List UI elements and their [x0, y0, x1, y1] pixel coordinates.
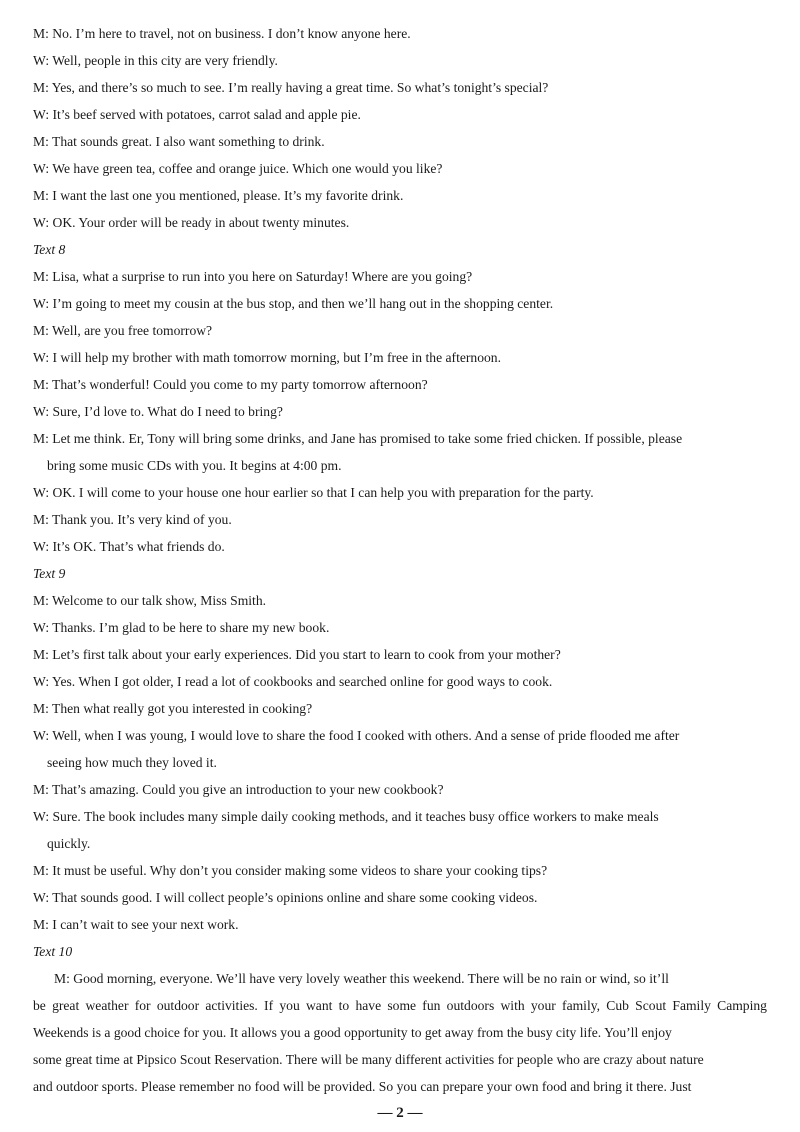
dialogue-line: M: No. I’m here to travel, not on business. I don’t know anyone here.	[33, 26, 411, 41]
dialogue-line: M: Let’s first talk about your early experiences. Did you start to learn to cook from your mother?	[33, 647, 561, 662]
dialogue-line: W: It’s OK. That’s what friends do.	[33, 539, 225, 554]
dialogue-line: W: Thanks. I’m glad to be here to share my new book.	[33, 620, 330, 635]
dialogue-line: W: Well, people in this city are very friendly.	[33, 53, 278, 68]
transcript-body	[33, 20, 767, 1100]
dialogue-line: W: I will help my brother with math tomorrow morning, but I’m free in the afternoon.	[33, 350, 501, 365]
monologue-line: M: Good morning, everyone. We’ll have very lovely weather this weekend. There will be no rain or wind, so it’ll	[54, 971, 669, 986]
dialogue-line: W: Sure, I’d love to. What do I need to bring?	[33, 404, 283, 419]
dialogue-line: M: Well, are you free tomorrow?	[33, 323, 213, 338]
dialogue-line: M: Let me think. Er, Tony will bring some drinks, and Jane has promised to take some fried chicken. If possible, please	[33, 431, 683, 446]
dialogue-line: W: OK. I will come to your house one hour earlier so that I can help you with preparation for the party.	[33, 485, 594, 500]
dialogue-line: W: Well, when I was young, I would love to share the food I cooked with others. And a sense of pride flooded me after	[33, 728, 680, 743]
section-label: Text 8	[33, 242, 66, 257]
dialogue-line: W: That sounds good. I will collect people’s opinions online and share some cooking videos.	[33, 890, 538, 905]
monologue-line: and outdoor sports. Please remember no food will be provided. So you can prepare your own food and bring it there. Just	[33, 1079, 692, 1094]
dialogue-line: W: We have green tea, coffee and orange juice. Which one would you like?	[33, 161, 443, 176]
monologue-line: be great weather for outdoor activities. If you want to have some fun outdoors with your family, Cub Scout Family Camping	[33, 998, 767, 1013]
section-label: Text 9	[33, 566, 66, 581]
section-label: Text 10	[33, 944, 73, 959]
dialogue-line: M: That’s wonderful! Could you come to my party tomorrow afternoon?	[33, 377, 428, 392]
dialogue-line: M: I want the last one you mentioned, please. It’s my favorite drink.	[33, 188, 404, 203]
dialogue-line: M: Thank you. It’s very kind of you.	[33, 512, 232, 527]
dialogue-line-continuation: quickly.	[47, 836, 91, 851]
monologue-line: Weekends is a good choice for you. It allows you a good opportunity to get away from the busy city life. You’ll enjoy	[33, 1025, 672, 1040]
dialogue-line: M: Welcome to our talk show, Miss Smith.	[33, 593, 267, 608]
dialogue-line: M: Lisa, what a surprise to run into you here on Saturday! Where are you going?	[33, 269, 473, 284]
page-number: — 2 —	[377, 1105, 423, 1121]
dialogue-line: M: Yes, and there’s so much to see. I’m really having a great time. So what’s tonight’s special?	[33, 80, 549, 95]
dialogue-line: M: That’s amazing. Could you give an introduction to your new cookbook?	[33, 782, 444, 797]
dialogue-line: W: It’s beef served with potatoes, carrot salad and apple pie.	[33, 107, 361, 122]
dialogue-line: W: Yes. When I got older, I read a lot of cookbooks and searched online for good ways to cook.	[33, 674, 553, 689]
dialogue-line: W: OK. Your order will be ready in about twenty minutes.	[33, 215, 350, 230]
dialogue-line: M: I can’t wait to see your next work.	[33, 917, 239, 932]
monologue-line: some great time at Pipsico Scout Reservation. There will be many different activities for people who are crazy about nature	[33, 1052, 704, 1067]
dialogue-line: W: Sure. The book includes many simple daily cooking methods, and it teaches busy office workers to make meals	[33, 809, 659, 824]
dialogue-line-continuation: seeing how much they loved it.	[47, 755, 217, 770]
dialogue-line: M: That sounds great. I also want something to drink.	[33, 134, 325, 149]
dialogue-line: M: Then what really got you interested in cooking?	[33, 701, 313, 716]
dialogue-line-continuation: bring some music CDs with you. It begins at 4:00 pm.	[47, 458, 342, 473]
dialogue-line: M: It must be useful. Why don’t you consider making some videos to share your cooking tips?	[33, 863, 548, 878]
dialogue-line: W: I’m going to meet my cousin at the bus stop, and then we’ll hang out in the shopping center.	[33, 296, 554, 311]
